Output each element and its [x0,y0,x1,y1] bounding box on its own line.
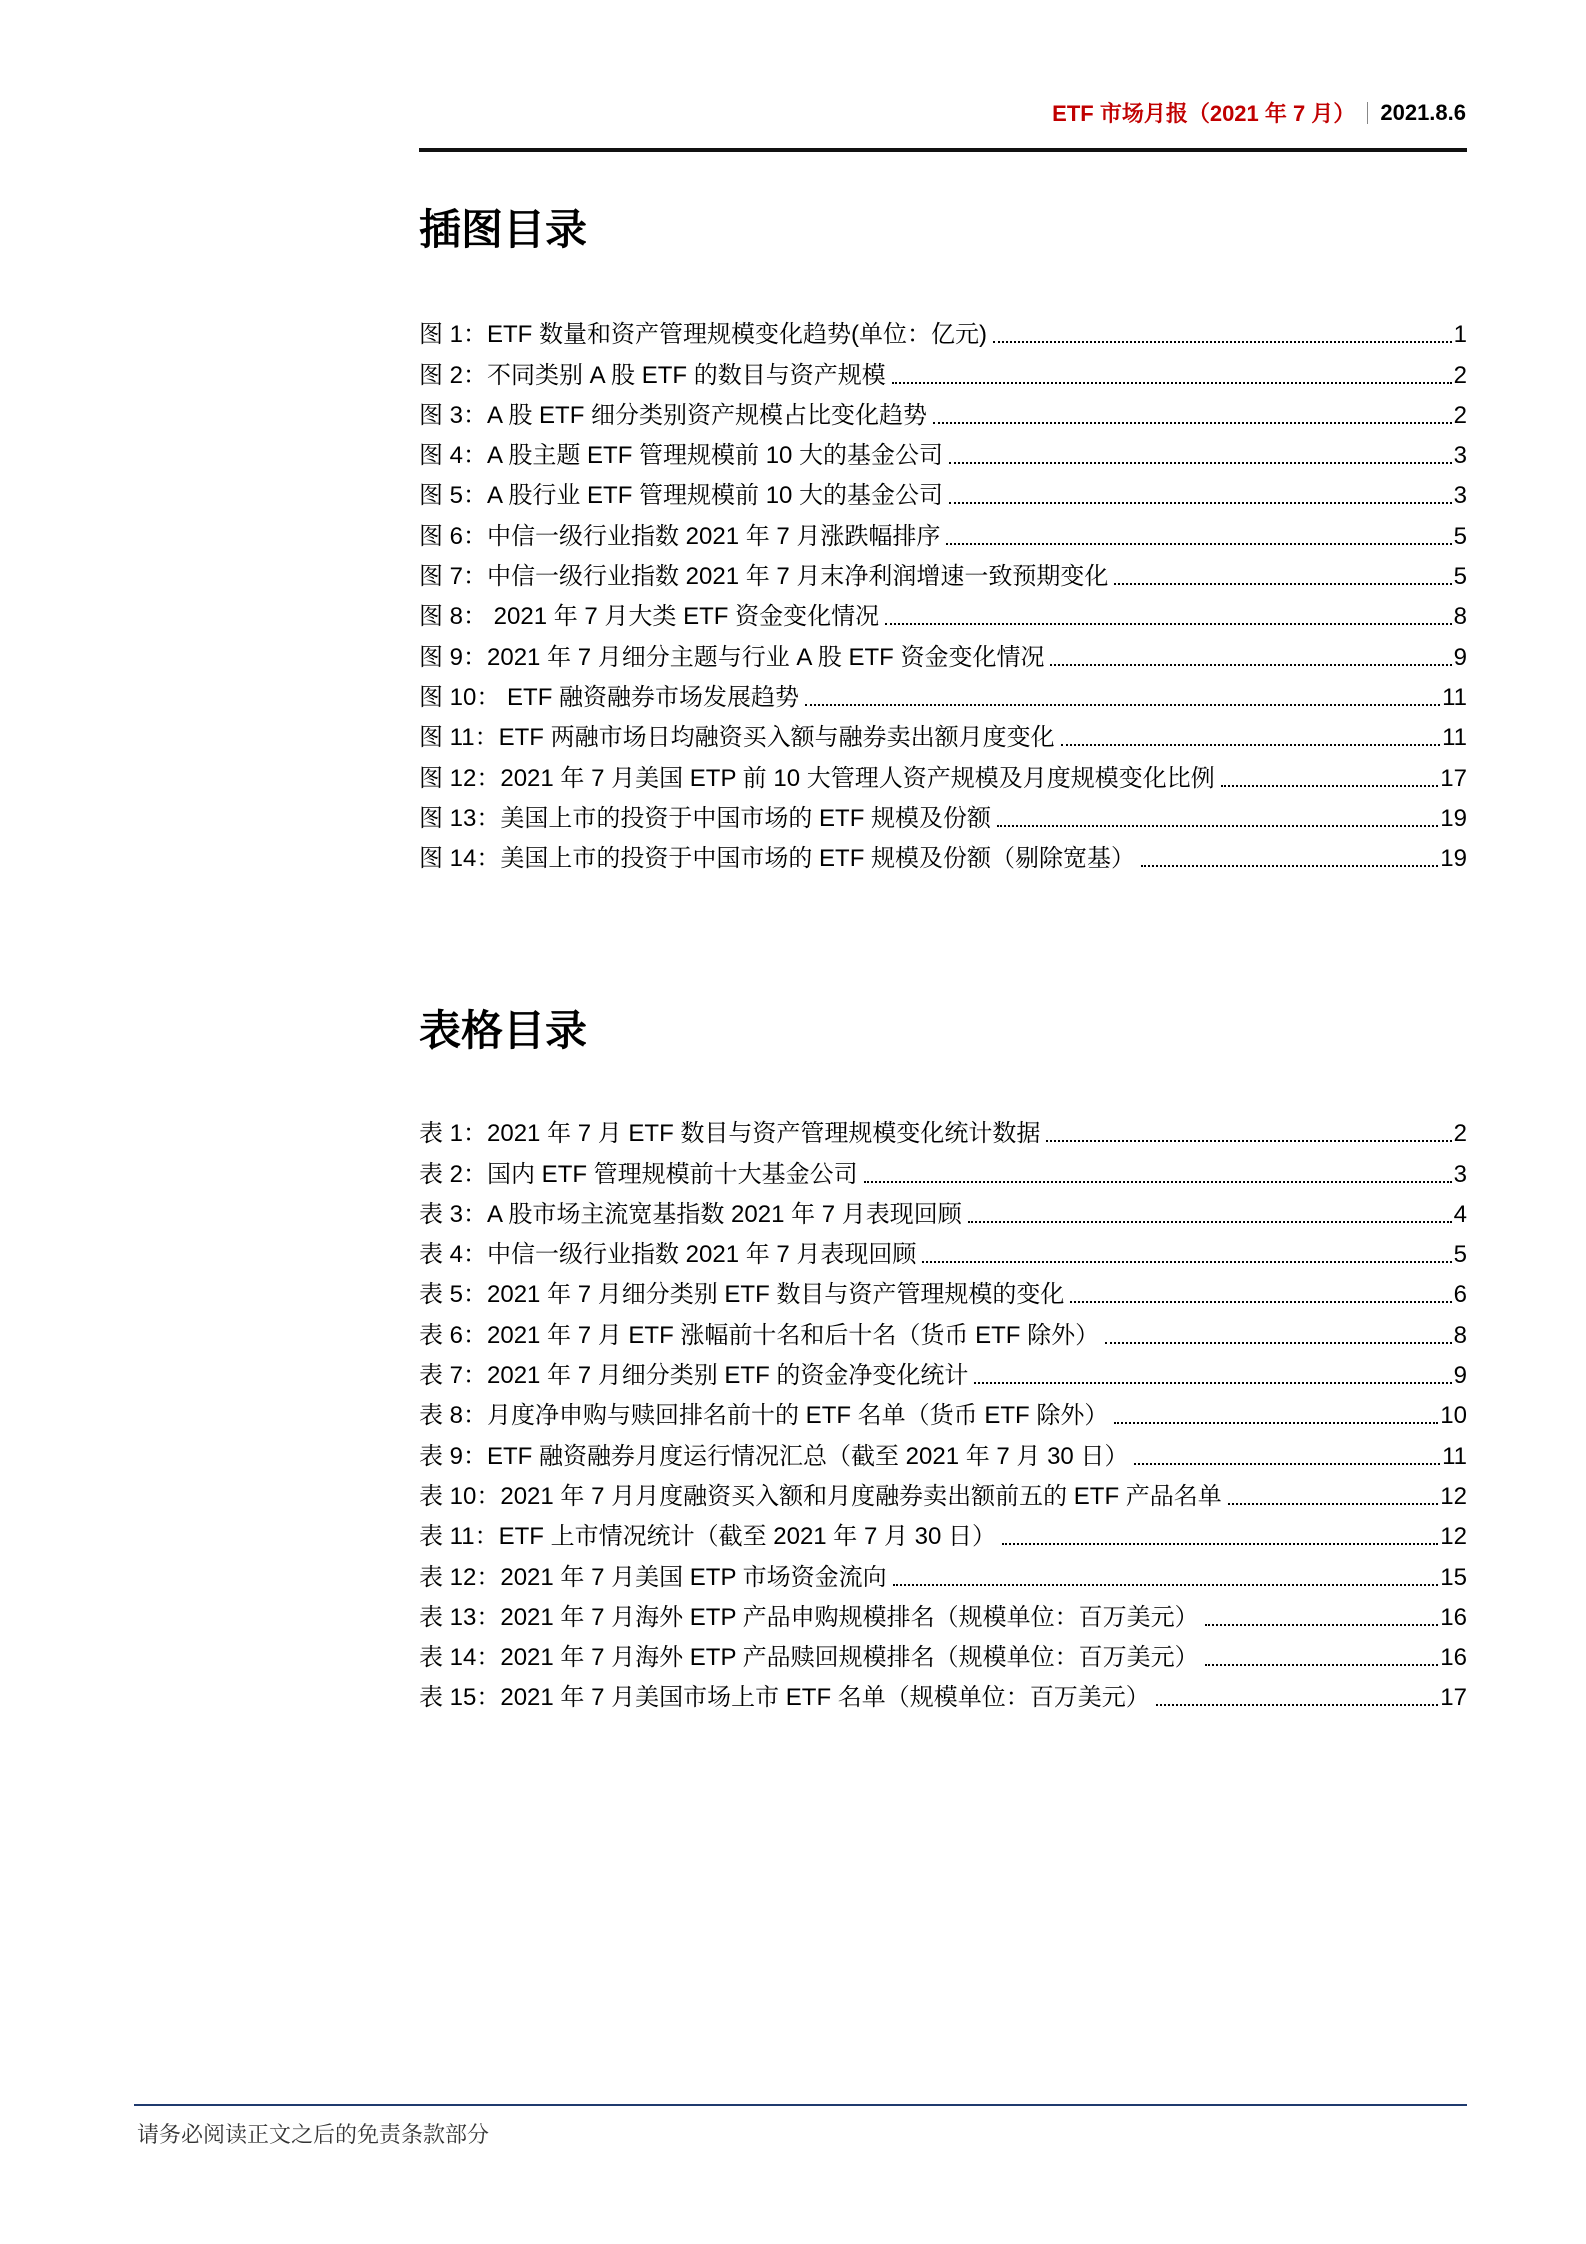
toc-leader-dots [922,1261,1451,1263]
toc-entry-page: 12 [1440,1482,1467,1510]
header-separator [1367,102,1368,124]
toc-entry-label: 表 11：ETF 上市情况统计（截至 2021 年 7 月 30 日） [419,1523,997,1551]
toc-entry[interactable] [419,1552,1467,1592]
toc-entry[interactable] [419,1190,1467,1230]
report-date: 2021.8.6 [1380,99,1466,125]
toc-entry-page: 2 [1453,1120,1467,1148]
toc-entry-page: 8 [1453,603,1467,631]
toc-leader-dots [1228,1503,1439,1505]
toc-entry[interactable] [419,632,1467,672]
tables-toc-list [419,1109,1467,1713]
toc-entry-label: 图 13：美国上市的投资于中国市场的 ETF 规模及份额 [419,804,992,832]
toc-entry-label: 表 12：2021 年 7 月美国 ETP 市场资金流向 [419,1563,887,1591]
toc-entry[interactable] [419,834,1467,874]
toc-entry-label: 图 3：A 股 ETF 细分类别资产规模占比变化趋势 [419,401,928,429]
toc-entry-label: 表 5：2021 年 7 月细分类别 ETF 数目与资产管理规模的变化 [419,1281,1065,1309]
toc-leader-dots [1046,1140,1451,1142]
toc-entry[interactable] [419,713,1467,753]
toc-entry-label: 图 12：2021 年 7 月美国 ETP 前 10 大管理人资产规模及月度规模变化比例 [419,764,1215,792]
toc-leader-dots [993,341,1452,343]
toc-entry-label: 图 1：ETF 数量和资产管理规模变化趋势(单位：亿元) [419,321,987,349]
tables-toc-title: 表格目录 [419,1007,588,1054]
toc-leader-dots [892,382,1452,384]
toc-entry-label: 图 4：A 股主题 ETF 管理规模前 10 大的基金公司 [419,442,944,470]
toc-entry[interactable] [419,1351,1467,1391]
toc-entry-page: 3 [1453,482,1467,510]
toc-entry-page: 10 [1440,1402,1467,1430]
toc-entry-page: 11 [1442,724,1467,752]
toc-entry[interactable] [419,592,1467,632]
toc-entry-label: 表 15：2021 年 7 月美国市场上市 ETF 名单（规模单位：百万美元） [419,1684,1150,1712]
toc-entry-label: 表 4：中信一级行业指数 2021 年 7 月表现回顾 [419,1241,917,1269]
toc-entry-label: 表 14：2021 年 7 月海外 ETP 产品赎回规模排名（规模单位：百万美元） [419,1644,1199,1672]
toc-leader-dots [974,1382,1451,1384]
toc-entry[interactable] [419,1673,1467,1713]
header-rule [419,148,1467,152]
toc-entry-label: 表 6：2021 年 7 月 ETF 涨幅前十名和后十名（货币 ETF 除外） [419,1321,1100,1349]
page-header [1052,97,1466,128]
toc-entry[interactable] [419,1310,1467,1350]
toc-leader-dots [1114,583,1451,585]
toc-entry-label: 图 7：中信一级行业指数 2021 年 7 月末净利润增速一致预期变化 [419,563,1109,591]
figures-toc-list [419,310,1467,874]
toc-entry-page: 2 [1453,401,1467,429]
toc-leader-dots [1114,1422,1438,1424]
toc-entry-label: 图 8： 2021 年 7 月大类 ETF 资金变化情况 [419,603,880,631]
toc-entry-label: 表 9：ETF 融资融券月度运行情况汇总（截至 2021 年 7 月 30 日） [419,1442,1129,1470]
toc-leader-dots [1050,664,1451,666]
toc-leader-dots [1221,785,1439,787]
toc-leader-dots [1205,1664,1439,1666]
toc-entry[interactable] [419,310,1467,350]
toc-leader-dots [1070,1301,1451,1303]
toc-entry-label: 图 5：A 股行业 ETF 管理规模前 10 大的基金公司 [419,482,944,510]
toc-entry-label: 图 10： ETF 融资融券市场发展趋势 [419,683,800,711]
toc-entry-page: 11 [1442,683,1467,711]
toc-leader-dots [864,1181,1452,1183]
toc-leader-dots [997,825,1438,827]
toc-entry-page: 5 [1453,1241,1467,1269]
toc-entry-page: 17 [1440,764,1467,792]
toc-entry-page: 19 [1440,845,1467,873]
toc-entry-page: 8 [1453,1321,1467,1349]
toc-entry[interactable] [419,552,1467,592]
toc-entry[interactable] [419,431,1467,471]
toc-leader-dots [949,462,1452,464]
toc-entry-label: 表 2：国内 ETF 管理规模前十大基金公司 [419,1160,858,1188]
toc-entry-page: 12 [1440,1523,1467,1551]
toc-entry[interactable] [419,1633,1467,1673]
toc-entry-label: 表 7：2021 年 7 月细分类别 ETF 的资金净变化统计 [419,1362,969,1390]
toc-entry-label: 表 8：月度净申购与赎回排名前十的 ETF 名单（货币 ETF 除外） [419,1402,1109,1430]
toc-entry-page: 19 [1440,804,1467,832]
toc-entry[interactable] [419,1149,1467,1189]
toc-entry-label: 表 1：2021 年 7 月 ETF 数目与资产管理规模变化统计数据 [419,1120,1041,1148]
toc-leader-dots [949,502,1452,504]
toc-entry[interactable] [419,1109,1467,1149]
toc-entry-page: 15 [1440,1563,1467,1591]
toc-entry-label: 图 11：ETF 两融市场日均融资买入额与融券卖出额月度变化 [419,724,1055,752]
figures-toc-title: 插图目录 [419,206,588,253]
toc-entry-label: 图 14：美国上市的投资于中国市场的 ETF 规模及份额（剔除宽基） [419,845,1136,873]
toc-entry-page: 3 [1453,1160,1467,1188]
footer-disclaimer: 请务必阅读正文之后的免责条款部分 [137,2122,490,2147]
toc-entry[interactable] [419,1472,1467,1512]
toc-leader-dots [1141,865,1438,867]
toc-entry-page: 5 [1453,522,1467,550]
toc-entry-page: 2 [1453,361,1467,389]
toc-entry[interactable] [419,391,1467,431]
toc-leader-dots [1002,1543,1438,1545]
toc-leader-dots [893,1584,1439,1586]
toc-entry-page: 6 [1453,1281,1467,1309]
toc-entry-label: 表 10：2021 年 7 月月度融资买入额和月度融券卖出额前五的 ETF 产品名单 [419,1482,1222,1510]
toc-entry[interactable] [419,794,1467,834]
toc-entry-page: 17 [1440,1684,1467,1712]
toc-leader-dots [933,422,1452,424]
toc-entry[interactable] [419,1593,1467,1633]
toc-leader-dots [1156,1704,1439,1706]
toc-entry[interactable] [419,471,1467,511]
toc-entry[interactable] [419,1512,1467,1552]
toc-entry-page: 9 [1453,643,1467,671]
toc-entry[interactable] [419,1391,1467,1431]
toc-entry[interactable] [419,350,1467,390]
toc-entry[interactable] [419,1230,1467,1270]
toc-entry-label: 图 2：不同类别 A 股 ETF 的数目与资产规模 [419,361,886,389]
toc-entry-page: 1 [1453,321,1467,349]
toc-entry[interactable] [419,673,1467,713]
toc-entry-page: 16 [1440,1644,1467,1672]
toc-entry[interactable] [419,753,1467,793]
toc-entry-page: 16 [1440,1603,1467,1631]
toc-entry-label: 图 9：2021 年 7 月细分主题与行业 A 股 ETF 资金变化情况 [419,643,1045,671]
toc-entry-page: 3 [1453,442,1467,470]
report-title: ETF 市场月报（2021 年 7 月） [1052,101,1356,126]
toc-leader-dots [1061,744,1441,746]
toc-entry-label: 图 6：中信一级行业指数 2021 年 7 月涨跌幅排序 [419,522,941,550]
toc-leader-dots [968,1221,1452,1223]
toc-entry[interactable] [419,511,1467,551]
toc-leader-dots [1205,1624,1439,1626]
toc-leader-dots [1105,1342,1452,1344]
toc-entry-label: 表 13：2021 年 7 月海外 ETP 产品申购规模排名（规模单位：百万美元） [419,1603,1199,1631]
footer-rule [134,2104,1467,2106]
toc-leader-dots [805,704,1440,706]
toc-entry-page: 4 [1453,1200,1467,1228]
toc-leader-dots [946,543,1451,545]
toc-leader-dots [1134,1463,1440,1465]
toc-entry[interactable] [419,1431,1467,1471]
toc-leader-dots [885,623,1452,625]
toc-entry[interactable] [419,1270,1467,1310]
toc-entry-page: 9 [1453,1362,1467,1390]
toc-entry-page: 5 [1453,563,1467,591]
toc-entry-label: 表 3：A 股市场主流宽基指数 2021 年 7 月表现回顾 [419,1200,962,1228]
toc-entry-page: 11 [1442,1442,1467,1470]
